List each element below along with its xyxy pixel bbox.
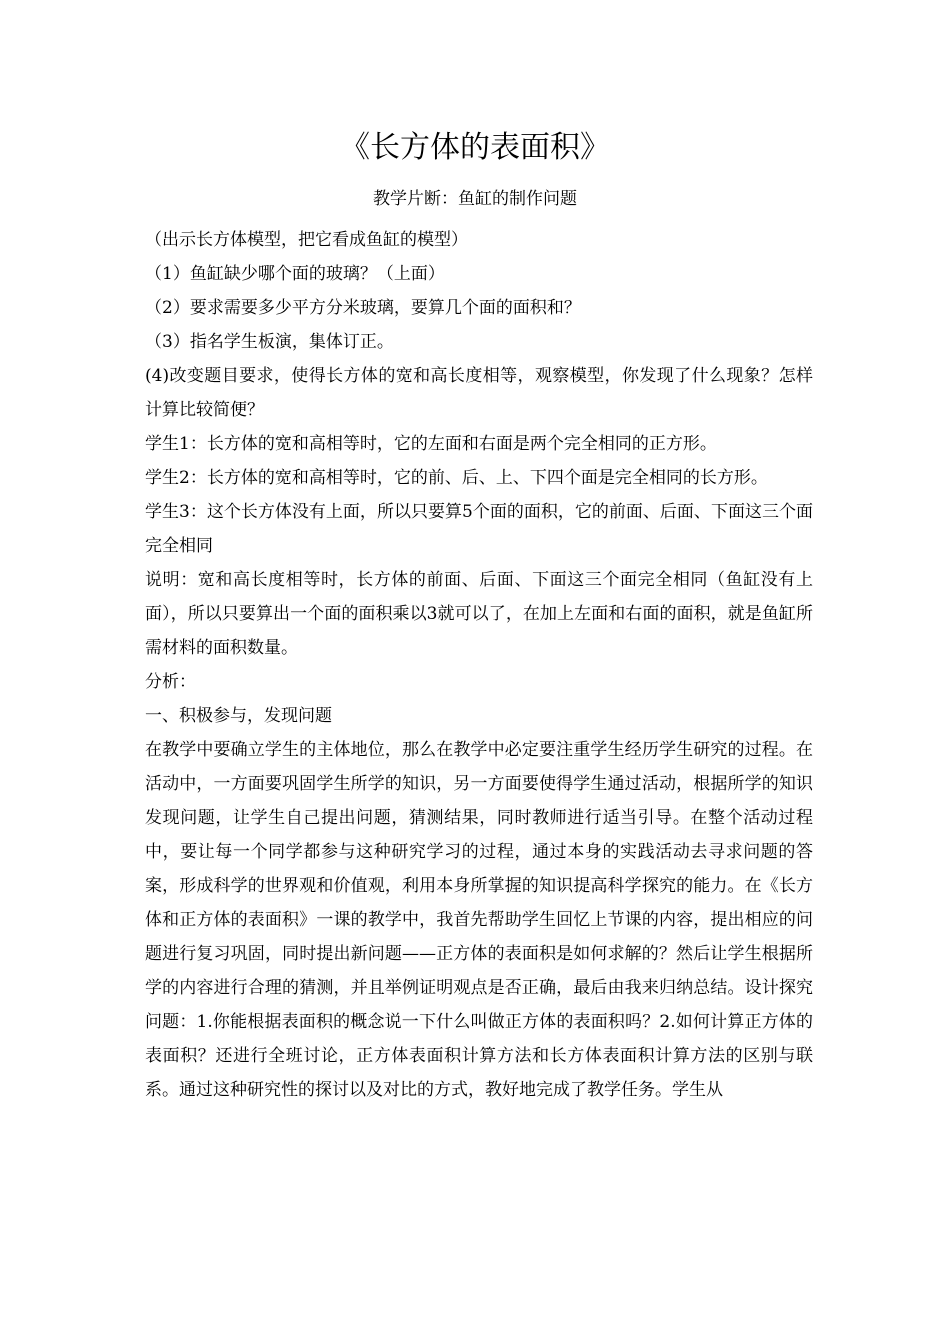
paragraph: 学生1：长方体的宽和高相等时，它的左面和右面是两个完全相同的正方形。 <box>145 434 717 454</box>
paragraph: （出示长方体模型，把它看成鱼缸的模型） <box>145 230 468 250</box>
paragraph: （3）指名学生板演，集体订正。 <box>145 332 394 352</box>
paragraph: 学生3：这个长方体没有上面，所以只要算5个面的面积，它的前面、后面、下面这三个面完全相同 <box>145 502 813 556</box>
paragraph: 在教学中要确立学生的主体地位，那么在教学中必定要注重学生经历学生研究的过程。在活动中，一方面要巩固学生所学的知识，另一方面要使得学生通过活动，根据所学的知识发现问题，让学生自己提出问题，猜测结果，同时教师进行适当引导。在整个活动过程中，要让每一个同学都参与这种研究学习的过程，通过本身的实践活动去寻求问题的答案，形成科学的世界观和价值观，利用本身所掌握的知识提高科学探究的能力。在《长方体和正方体的表面积》一课的教学中，我首先帮助学生回忆上节课的内容，提出相应的问题进行复习巩固，同时提出新问题——正方体的表面积是如何求解的？然后让学生根据所学的内容进行合理的猜测，并且举例证明观点是否正确，最后由我来归纳总结。设计探究问题：1.你能根据表面积的概念说一下什么叫做正方体的表面积吗？2.如何计算正方体的表面积？还进行全班讨论，正方体表面积计算方法和长方体表面积计算方法的区别与联系。通过这种研究性的探讨以及对比的方式，教好地完成了教学任务。学生从 <box>145 740 813 1100</box>
document-subtitle: 教学片断：鱼缸的制作问题 <box>373 189 577 209</box>
paragraph: 学生2：长方体的宽和高相等时，它的前、后、上、下四个面是完全相同的长方形。 <box>145 468 768 488</box>
section-heading: 一、积极参与，发现问题 <box>145 706 332 726</box>
paragraph: (4)改变题目要求，使得长方体的宽和高长度相等，观察模型，你发现了什么现象？怎样计算比较简便？ <box>145 366 813 420</box>
paragraph: 说明：宽和高长度相等时，长方体的前面、后面、下面这三个面完全相同（鱼缸没有上面），所以只要算出一个面的面积乘以3就可以了，在加上左面和右面的面积，就是鱼缸所需材料的面积数量。 <box>145 570 813 658</box>
document-title: 《长方体的表面积》 <box>340 130 610 165</box>
section-label: 分析： <box>145 672 196 692</box>
document-body <box>145 223 813 1107</box>
paragraph: （2）要求需要多少平方分米玻璃，要算几个面的面积和？ <box>145 298 581 318</box>
paragraph: （1）鱼缸缺少哪个面的玻璃？（上面） <box>145 264 445 284</box>
